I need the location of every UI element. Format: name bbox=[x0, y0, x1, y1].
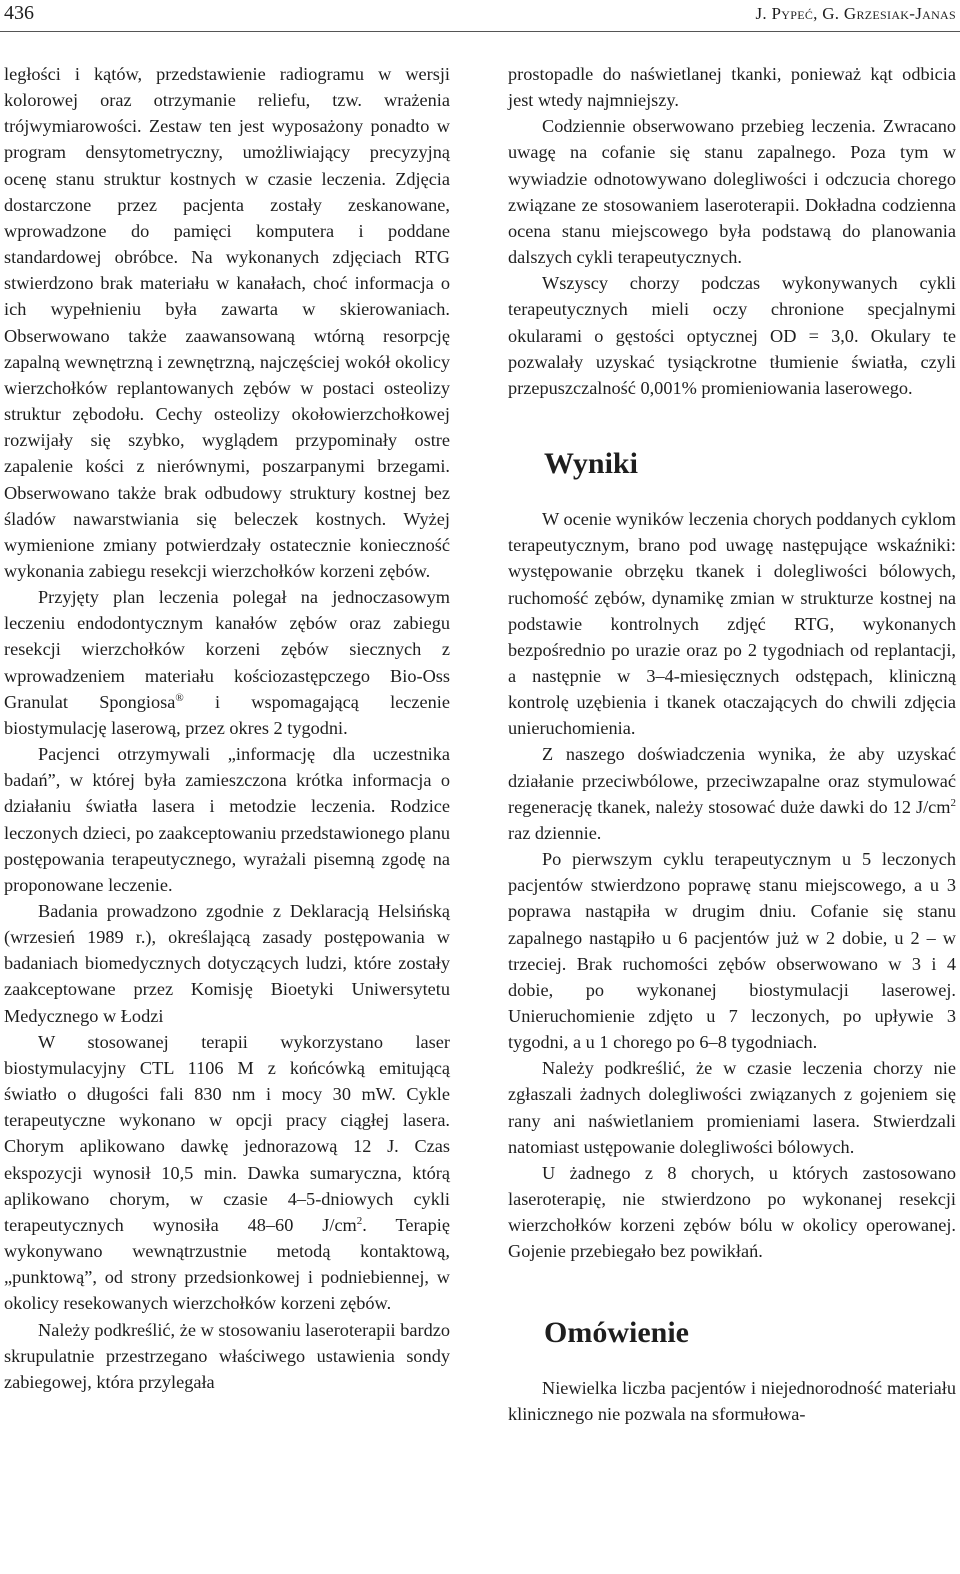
text-span: W stosowanej terapii wykorzystano laser biostymulacyjny CTL 1106 M z końcówką emitującą światło o długości fali 830 nm i mocy 30 mW. Cykle terapeutyczne wykonano w opcji pracy ciągłej lasera. Chorym aplikowano dawkę jednorazową 12 J. Czas ekspozycji wynosił 10,5 min. Dawka sumaryczna, którą aplikowano chorym, w czasie 4–5-dniowych cykli terapeutycznych wynosiła 48–60 J/cm bbox=[4, 1031, 450, 1235]
paragraph: Wszyscy chorzy podczas wykonywanych cykli terapeutycznych mieli oczy chronione specjalnymi okularami o gęstości optycznej OD = 3,0. Okulary te pozwalały uzyskać tysiąckrotne tłumienie światła, czyli przepuszczalność 0,001% promieniowania laserowego. bbox=[508, 273, 956, 398]
paragraph: ległości i kątów, przedstawienie radiogramu w wersji kolorowej oraz otrzymanie reliefu, tzw. wrażenia trójwymiarowości. Zestaw ten jest wyposażony ponadto w program densytometryczny, umożliwiający precyzyjną ocenę stanu struktur kostnych w czasie leczenia. Zdjęcia dostarczone przez pacjenta zostały zeskanowane, wprowadzone do pamięci komputera i poddane standardowej obróbce. Na wykonanych zdjęciach RTG stwierdzono brak materiału w kanałach, choć informacja o ich wypełnieniu była zawarta w skierowaniach. Obserwowano także zaawansowaną wtórną resorpcję zapalną wewnętrzną i zewnętrzną, najczęściej wokół okolicy wierzchołków replantowanych zębów w postaci osteolizy struktur zębodołu. Cechy osteolizy okołowierzchołkowej rozwijały się szybko, wyglądem przypominały ostre zapalenie kości z nierównymi, poszarpanymi brzegami. Obserwowano także brak odbudowy struktury kostnej bez śladów nawarstwiania się beleczek kostnych. Wyżej wymienione zmiany potwierdzały ostatecznie konieczność wykonania zabiegu resekcji wierzchołków korzeni zębów. bbox=[4, 64, 450, 581]
left-column bbox=[4, 61, 450, 1395]
running-head-authors: J. Pypeć, G. Grzesiak-Janas bbox=[755, 4, 956, 23]
spacer bbox=[508, 401, 956, 446]
paragraph: Badania prowadzono zgodnie z Deklaracją Helsińską (wrzesień 1989 r.), określającą zasady postępowania w badaniach biomedycznych dotyczących ludzi, które zostały zaakceptowane przez Komisję Bioetyki Uniwersytetu Medycznego w Łodzi bbox=[4, 901, 450, 1026]
section-heading-omowienie: Omówienie bbox=[544, 1315, 689, 1349]
spacer bbox=[508, 1265, 956, 1315]
text-span: Przyjęty plan leczenia polegał na jednoczasowym leczeniu endodontycznym kanałów zębów oraz zabiegu resekcji wierzchołków korzeni zębów siecznych z wprowadzeniem materiału kościozastępczego Bio-Oss Granulat Spongiosa bbox=[4, 587, 450, 712]
section-heading-wyniki: Wyniki bbox=[544, 447, 638, 481]
spacer bbox=[508, 1351, 956, 1375]
paragraph: Niewielka liczba pacjentów i niejednorodność materiału klinicznego nie pozwala na sformułowa- bbox=[508, 1377, 956, 1424]
superscript-2: 2 bbox=[356, 1214, 363, 1227]
paragraph: Należy podkreślić, że w czasie leczenia chorzy nie zgłaszali żadnych dolegliwości związanych z gojeniem się rany ani naświetlaniem promieniami lasera. Stwierdzali natomiast ustępowanie dolegliwości bólowych. bbox=[508, 1058, 956, 1157]
spacer bbox=[508, 482, 956, 506]
text-span: Z naszego doświadczenia wynika, że aby uzyskać działanie przeciwbólowe, przeciwzapalne oraz stymulować regenerację tkanek, należy stosować duże dawki do 12 J/cm bbox=[508, 744, 956, 817]
page-number: 436 bbox=[4, 2, 34, 24]
paragraph: prostopadle do naświetlanej tkanki, ponieważ kąt odbicia jest wtedy najmniejszy. bbox=[508, 64, 956, 111]
paragraph: Pacjenci otrzymywali „informację dla uczestnika badań”, w której była zamieszczona krótka informacja o działaniu światła lasera i metodzie leczenia. Rodzice leczonych dzieci, po zaakceptowaniu przedstawionego planu postępowania terapeutycznego, wyrażali pisemną zgodę na proponowane leczenie. bbox=[4, 744, 450, 895]
superscript-2: 2 bbox=[950, 796, 956, 809]
text-span: i wspomagającą leczenie biostymulację laserową, przez okres 2 tygodni. bbox=[4, 691, 450, 738]
text-span: raz dziennie. bbox=[508, 822, 602, 843]
right-column bbox=[508, 61, 956, 1427]
paragraph: U żadnego z 8 chorych, u których zastosowano laseroterapię, nie stwierdzono po wykonanej resekcji wierzchołków korzeni zębów bólu w okolicy operowanej. Gojenie przebiegało bez powikłań. bbox=[508, 1162, 956, 1262]
paragraph: W ocenie wyników leczenia chorych poddanych cyklom terapeutycznym, brano pod uwagę następujące wskaźniki: występowanie obrzęku tkanek i dolegliwości bólowych, ruchomość zębów, dynamikę zmian w strukturze kostnej na podstawie kontrolnych zdjęć RTG, wykonanych bezpośrednio po urazie oraz po 2 tygodniach od replantacji, a następnie w 3–4-miesięcznych odstępach, kliniczną kontrolę uzębienia i tkanek otaczających do chwili zdjęcia unieruchomienia. bbox=[508, 509, 956, 739]
paragraph: Należy podkreślić, że w stosowaniu laseroterapii bardzo skrupulatnie przestrzegano właściwego ustawienia sondy zabiegowej, która przylegała bbox=[4, 1319, 450, 1392]
page-header bbox=[0, 0, 960, 34]
paragraph bbox=[4, 1029, 450, 1317]
paragraph: Codziennie obserwowano przebieg leczenia. Zwracano uwagę na cofanie się stanu zapalnego. Poza tym w wywiadzie odnotowywano dolegliwości i odczucia chorego związane ze stosowaniem laseroterapii. Dokładna codzienna ocena stanu miejscowego była podstawą do planowania dalszych cykli terapeutycznych. bbox=[508, 116, 956, 268]
registered-mark: ® bbox=[175, 691, 184, 704]
paragraph bbox=[508, 741, 956, 846]
paragraph bbox=[4, 584, 450, 741]
paragraph: Po pierwszym cyklu terapeutycznym u 5 leczonych pacjentów stwierdzono poprawę stanu miejscowego, a u 3 poprawa nastąpiła w drugim dniu. Cofanie się stanu zapalnego nastąpiło u 6 pacjentów już w 2 dobie, u 2 – w trzeciej. Brak ruchomości zębów obserwowano w 3 i 4 dobie, po wykonanej biostymulacji laserowej. Unieruchomienie zdjęto u 7 leczonych, po upływie 3 tygodni, a u 1 chorego po 6–8 tygodniach. bbox=[508, 849, 956, 1053]
text-span: . Terapię wykonywano wewnątrzustnie metodą kontaktową, „punktową”, od strony przedsionkowej i podniebiennej, w okolicy resekowanych wierzchołków korzeni zębów. bbox=[4, 1214, 450, 1314]
header-rule bbox=[0, 31, 960, 32]
